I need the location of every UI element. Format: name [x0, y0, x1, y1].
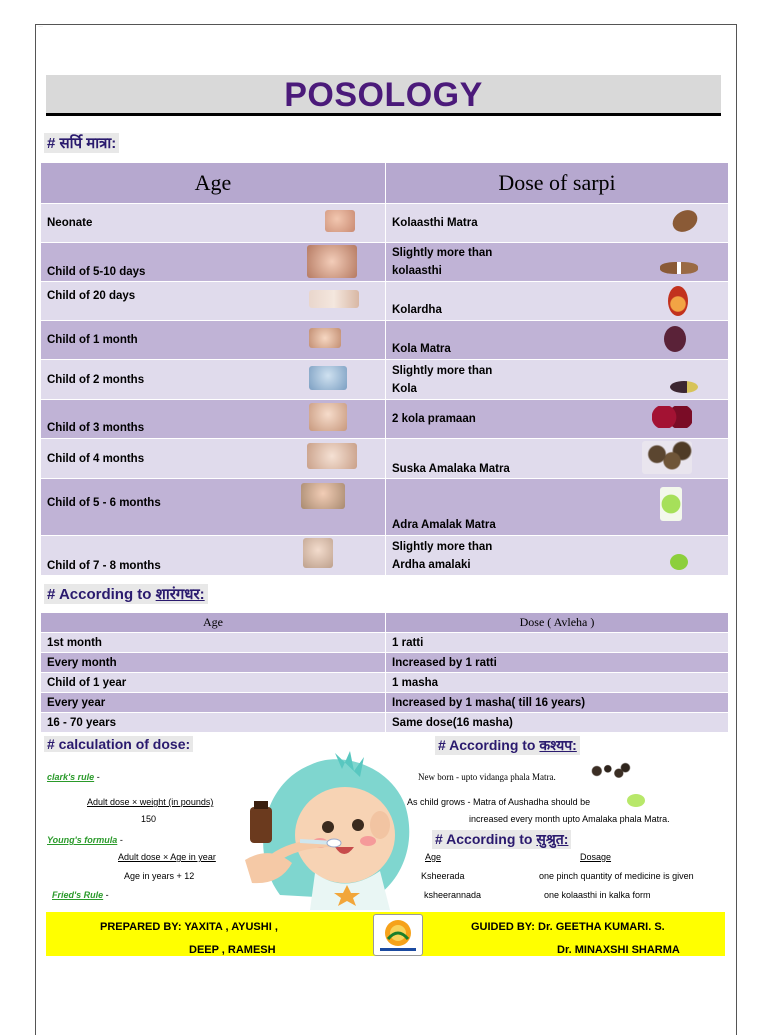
dose-text-line1: Slightly more than	[392, 247, 493, 259]
table-row	[41, 633, 729, 653]
dose-cell: Increased by 1 ratti	[386, 653, 729, 673]
baby-photo-icon	[303, 538, 333, 568]
baby-photo-icon	[309, 366, 347, 390]
header-age: Age	[41, 613, 386, 633]
sushrut-age-2: ksheerannada	[424, 890, 482, 900]
dose-text: Kola Matra	[392, 343, 451, 355]
table-row	[41, 204, 729, 243]
age-cell	[41, 204, 386, 243]
heading-name: शारंगधर:	[155, 586, 205, 603]
dose-text-line1: Slightly more than	[392, 540, 493, 553]
guided-by-line1: GUIDED BY: Dr. GEETHA KUMARI. S.	[471, 921, 665, 933]
age-text: Child of 2 months	[47, 373, 145, 386]
dose-cell: 1 ratti	[386, 633, 729, 653]
dose-cell	[386, 360, 729, 400]
sushrut-col-dosage-text: Dosage	[580, 852, 612, 862]
age-text: Neonate	[47, 217, 93, 229]
section-sarpi-heading-text: # सर्पि मात्रा:	[47, 135, 117, 152]
dose-cell	[386, 400, 729, 439]
age-cell	[41, 479, 386, 536]
dose-text: 2 kola pramaan	[392, 413, 476, 425]
title-bar	[46, 75, 721, 116]
dose-cell: 1 masha	[386, 673, 729, 693]
header-tiny-text: ......	[38, 24, 44, 28]
dose-text-line2: kolaasthi	[392, 265, 442, 277]
clark-rule	[47, 772, 100, 782]
clark-rule-label: clark's rule	[47, 772, 95, 782]
kola-seed-icon	[669, 206, 702, 236]
table-row	[41, 536, 729, 576]
avleha-dose-table	[40, 612, 729, 733]
young-formula-dash: -	[119, 835, 123, 845]
fried-rule-label: Fried's Rule	[52, 890, 104, 900]
sushrut-col-dosage	[580, 852, 611, 862]
baby-cartoon-illustration	[240, 745, 420, 910]
age-cell	[41, 321, 386, 360]
dose-text: Kolaasthi Matra	[392, 217, 478, 229]
header-dose: Dose of sarpi	[386, 163, 729, 204]
guided-by-line2: Dr. MINAXSHI SHARMA	[557, 944, 680, 956]
heading-name: सुश्रुत:	[536, 831, 569, 847]
jujube-fruit-icon	[664, 326, 686, 352]
table-row	[41, 673, 729, 693]
kashyap-line1: New born - upto vidanga phala Matra.	[418, 772, 556, 782]
baby-photo-icon	[309, 290, 359, 308]
sushrut-heading	[432, 830, 571, 849]
table-row	[41, 282, 729, 321]
prepared-by-line2: DEEP , RAMESH	[189, 944, 276, 956]
heading-prefix: # According to	[435, 831, 537, 847]
sushrut-dosage-2: one kolaasthi in kalka form	[544, 890, 651, 900]
clark-numerator	[87, 797, 213, 807]
clark-denominator: 150	[141, 814, 157, 824]
heading-prefix: # According to	[438, 737, 540, 753]
age-text: Child of 5-10 days	[47, 266, 146, 278]
table-row	[41, 321, 729, 360]
age-text: Child of 20 days	[47, 290, 136, 302]
jujube-fruit-icon	[670, 381, 698, 393]
young-formula-label: Young's formula	[47, 835, 118, 845]
table-header-row	[41, 613, 729, 633]
age-text: Child of 3 months	[47, 422, 145, 434]
age-cell	[41, 400, 386, 439]
dose-cell	[386, 321, 729, 360]
table-header-row	[41, 163, 729, 204]
section-sharangdhar-heading	[44, 584, 208, 604]
age-text: Child of 1 month	[47, 334, 138, 346]
jujube-fruit-icon	[652, 406, 692, 428]
dose-text-line2: Kola	[392, 382, 417, 395]
amla-fruit-icon	[627, 794, 645, 807]
dose-cell: Increased by 1 masha( till 16 years)	[386, 693, 729, 713]
age-cell	[41, 536, 386, 576]
age-text: Child of 7 - 8 months	[47, 560, 161, 572]
fried-rule	[52, 890, 109, 900]
prepared-by-line1: PREPARED BY: YAXITA , AYUSHI ,	[100, 921, 278, 933]
vidanga-seeds-icon	[588, 760, 632, 782]
kola-seed-icon	[660, 262, 698, 274]
table-row	[41, 360, 729, 400]
college-logo	[373, 914, 423, 956]
age-text: Child of 5 - 6 months	[47, 497, 161, 509]
sushrut-age-1: Ksheerada	[421, 871, 465, 881]
table-row	[41, 479, 729, 536]
table-row	[41, 243, 729, 282]
heading-name: कश्यप:	[539, 737, 577, 753]
kashyap-heading	[435, 736, 580, 755]
sushrut-col-age	[425, 852, 441, 862]
dose-cell	[386, 479, 729, 536]
header-age: Age	[41, 163, 386, 204]
age-cell: Every year	[41, 693, 386, 713]
footer-bar	[46, 912, 725, 956]
dose-text: Adra Amalak Matra	[392, 519, 496, 531]
table-row	[41, 400, 729, 439]
table-row	[41, 653, 729, 673]
young-numerator	[118, 852, 216, 862]
dose-cell: Same dose(16 masha)	[386, 713, 729, 733]
age-cell	[41, 282, 386, 321]
jujube-fruit-icon	[668, 286, 688, 316]
dried-amla-icon	[642, 441, 692, 474]
page-title: POSOLOGY	[284, 76, 483, 114]
young-formula	[47, 835, 123, 845]
dose-text-line1: Slightly more than	[392, 364, 493, 377]
baby-photo-icon	[309, 328, 341, 348]
baby-photo-icon	[307, 443, 357, 469]
sushrut-dosage-1: one pinch quantity of medicine is given	[539, 871, 694, 881]
dose-cell	[386, 439, 729, 479]
age-cell: Every month	[41, 653, 386, 673]
dose-text-line2: Ardha amalaki	[392, 558, 471, 571]
age-cell	[41, 439, 386, 479]
section-sarpi-heading	[44, 133, 119, 153]
age-cell	[41, 243, 386, 282]
baby-photo-icon	[301, 483, 345, 509]
young-numerator-text: Adult dose × Age in year	[118, 852, 216, 862]
header-dose: Dose ( Avleha )	[386, 613, 729, 633]
amla-fruit-icon	[660, 487, 682, 521]
sushrut-col-age-text: Age	[425, 852, 442, 862]
calculation-heading: # calculation of dose:	[44, 736, 193, 752]
table-row	[41, 713, 729, 733]
fried-rule-dash: -	[105, 890, 109, 900]
age-text: Child of 4 months	[47, 452, 145, 465]
young-denominator: Age in years + 12	[124, 871, 195, 881]
age-cell: Child of 1 year	[41, 673, 386, 693]
table-row	[41, 439, 729, 479]
dose-cell	[386, 282, 729, 321]
baby-photo-icon	[325, 210, 355, 232]
age-cell	[41, 360, 386, 400]
heading-prefix: # According to	[47, 586, 156, 603]
kashyap-line2: As child grows - Matra of Aushadha should be	[407, 797, 591, 807]
clark-numerator-text: Adult dose × weight (in pounds)	[87, 797, 214, 807]
baby-photo-icon	[309, 403, 347, 431]
amla-fruit-icon	[670, 554, 688, 570]
dose-cell	[386, 204, 729, 243]
baby-photo-icon	[307, 245, 357, 278]
dose-cell	[386, 536, 729, 576]
dose-cell	[386, 243, 729, 282]
dose-text: Kolardha	[392, 304, 442, 316]
kashyap-line3: increased every month upto Amalaka phala Matra.	[469, 814, 670, 824]
age-cell: 1st month	[41, 633, 386, 653]
age-cell: 16 - 70 years	[41, 713, 386, 733]
dose-text: Suska Amalaka Matra	[392, 463, 510, 475]
table-row	[41, 693, 729, 713]
sarpi-dose-table	[40, 162, 729, 576]
clark-rule-dash: -	[96, 772, 100, 782]
